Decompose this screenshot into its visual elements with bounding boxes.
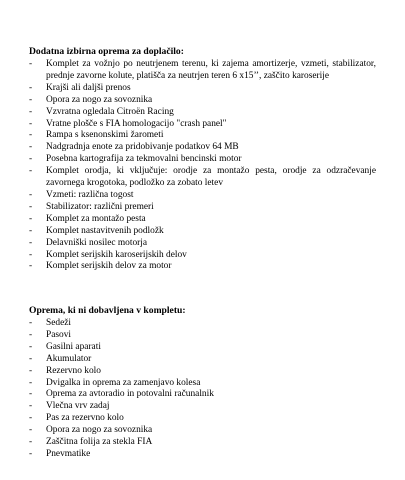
list-item-text: Komplet serijskih karoserijskih delov [46, 249, 187, 260]
list-bullet: - [29, 106, 33, 117]
list-item [29, 342, 376, 354]
list-item-text: Pas za rezervno kolo [46, 413, 124, 424]
list-bullet: - [29, 437, 33, 448]
list-item-text: Vzvratna ogledala Citroën Racing [46, 106, 174, 117]
list-bullet: - [29, 425, 33, 436]
list-bullet: - [29, 94, 33, 105]
list-bullet: - [29, 448, 33, 459]
optional-equipment-section [29, 45, 376, 273]
list-bullet: - [29, 225, 33, 236]
list-item-text: Komplet orodja, ki vključuje: orodje za montažo pesta, orodje za odzračevanje zavornega krogotoka, podložko za zobato letev [46, 166, 376, 189]
list-item [29, 378, 376, 390]
list-item-text: Posebna kartografija za tekmovalni bencinski motor [46, 154, 242, 165]
list-bullet: - [29, 118, 33, 129]
list-item-text: Komplet za montažo pesta [46, 213, 146, 224]
list-item [29, 389, 376, 401]
list-item [29, 95, 376, 107]
list-item [29, 330, 376, 342]
list-item [29, 59, 376, 83]
list-item [29, 83, 376, 95]
list-item-text: Komplet nastavitvenih podložk [46, 225, 164, 236]
list-item [29, 413, 376, 425]
list-bullet: - [29, 130, 33, 141]
list-item [29, 154, 376, 166]
list-bullet: - [29, 201, 33, 212]
list-item [29, 214, 376, 226]
list-item [29, 437, 376, 449]
list-item [29, 238, 376, 250]
list-bullet: - [29, 329, 33, 340]
list-item [29, 190, 376, 202]
list-item [29, 425, 376, 437]
list-item [29, 449, 376, 461]
list-item-text: Vlečna vrv zadaj [46, 401, 110, 412]
excluded-equipment-section [29, 304, 376, 461]
excluded-equipment-list [29, 318, 376, 461]
list-bullet: - [29, 237, 33, 248]
list-bullet: - [29, 213, 33, 224]
list-item [29, 202, 376, 214]
list-item-text: Vzmeti: različna togost [46, 189, 134, 200]
list-item [29, 318, 376, 330]
optional-equipment-heading: Dodatna izbirna oprema za doplačilo: [29, 46, 184, 57]
list-item [29, 401, 376, 413]
list-item [29, 142, 376, 154]
list-bullet: - [29, 318, 33, 328]
list-item-text: Komplet za vožnjo po neutrjenem terenu, ki zajema amortizerje, vzmeti, stabilizator, prednje zavorne kolute, platišča za neutrjen teren 6 x15’’, zaščito karoserije [46, 59, 376, 81]
list-bullet: - [29, 82, 33, 93]
optional-equipment-list [29, 59, 376, 273]
list-item-text: Rezervno kolo [46, 365, 101, 376]
list-item [29, 107, 376, 119]
list-item-text: Stabilizator: različni premeri [46, 201, 154, 212]
list-bullet: - [29, 166, 33, 177]
list-item-text: Dvigalka in oprema za zamenjavo kolesa [46, 377, 201, 388]
list-item-text: Pnevmatike [46, 448, 91, 459]
list-item [29, 130, 376, 142]
list-item-text: Vratne plošče s FIA homologacijo "crash panel" [46, 118, 227, 129]
list-bullet: - [29, 413, 33, 424]
list-item-text: Krajši ali daljši prenos [46, 82, 131, 93]
list-item-text: Opora za nogo za sovoznika [46, 425, 153, 436]
list-bullet: - [29, 341, 33, 352]
list-item-text: Pasovi [46, 329, 72, 340]
list-item-text: Sedeži [46, 318, 71, 328]
list-bullet: - [29, 261, 33, 272]
list-item-text: Zaščitna folija za stekla FIA [46, 437, 153, 448]
list-item-text: Gasilni aparati [46, 341, 101, 352]
list-item-text: Akumulator [46, 353, 92, 364]
list-bullet: - [29, 389, 33, 400]
excluded-equipment-heading: Oprema, ki ni dobavljena v kompletu: [29, 305, 186, 316]
list-item-text: Delavniški nosilec motorja [46, 237, 148, 248]
list-bullet: - [29, 377, 33, 388]
list-bullet: - [29, 59, 33, 69]
list-item [29, 119, 376, 131]
list-item-text: Rampa s ksenonskimi žarometi [46, 130, 164, 141]
list-bullet: - [29, 154, 33, 165]
list-item [29, 366, 376, 378]
list-bullet: - [29, 365, 33, 376]
list-bullet: - [29, 401, 33, 412]
list-item [29, 354, 376, 366]
list-item-text: Opora za nogo za sovoznika [46, 94, 153, 105]
list-bullet: - [29, 353, 33, 364]
list-bullet: - [29, 189, 33, 200]
list-item-text: Komplet serijskih delov za motor [46, 261, 172, 272]
list-item-text: Nadgradnja enote za pridobivanje podatkov 64 MB [46, 142, 239, 153]
list-item [29, 250, 376, 262]
list-bullet: - [29, 249, 33, 260]
list-item-text: Oprema za avtoradio in potovalni računalnik [46, 389, 214, 400]
list-item [29, 261, 376, 273]
list-item [29, 166, 376, 190]
list-item [29, 226, 376, 238]
list-bullet: - [29, 142, 33, 153]
